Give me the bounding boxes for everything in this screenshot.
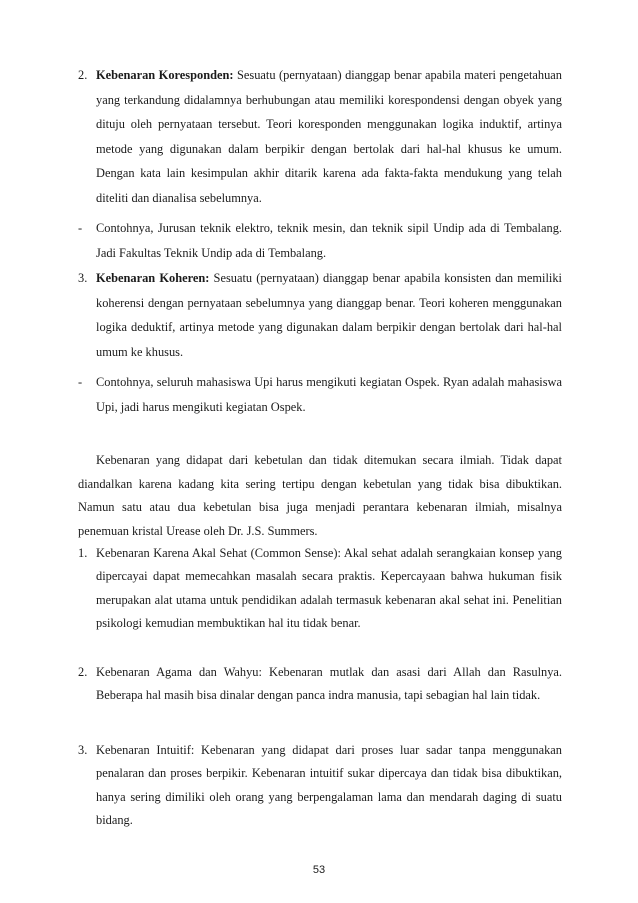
list-item-text: [96, 63, 562, 211]
list-marker: 2.: [78, 665, 88, 679]
list-item-agama-wahyu: [78, 661, 562, 708]
item-body: Contohnya, Jurusan teknik elektro, teknik mesin, dan teknik sipil Undip ada di Tembalang. Jadi Fakultas Teknik Undip ada di Tembalang.: [96, 221, 562, 260]
list-marker: 1.: [78, 546, 88, 560]
list-marker: 3.: [78, 271, 88, 285]
bullet-dash: -: [78, 375, 83, 389]
list-marker: 3.: [78, 743, 88, 757]
page-number: 53: [312, 864, 326, 876]
list-item-akal-sehat: [78, 542, 562, 635]
list-item-koheren: [78, 266, 562, 364]
paragraph-text: Kebenaran yang didapat dari kebetulan dan tidak ditemukan secara ilmiah. Tidak dapat diandalkan karena kadang kita sering tertipu dengan kebetulan yang tidak bisa dibuktikan. Namun satu atau dua kebetulan bisa juga menjadi perantara kebenaran ilmiah, misalnya penemuan kristal Urease oleh Dr. J.S. Summers.: [78, 453, 562, 538]
item-body: Contohnya, seluruh mahasiswa Upi harus mengikuti kegiatan Ospek. Ryan adalah mahasiswa Upi, jadi harus mengikuti kegiatan Ospek.: [96, 375, 562, 414]
list-item-example-koheren: [78, 370, 562, 419]
list-item-text: [96, 266, 562, 364]
list-item-text: Kebenaran Agama dan Wahyu: Kebenaran mutlak dan asasi dari Allah dan Rasulnya. Beberapa hal masih bisa dinalar dengan panca indra manusia, tapi sebagian hal lain tidak.: [96, 665, 562, 703]
list-item-text: [96, 216, 562, 265]
item-body: Sesuatu (pernyataan) dianggap benar apabila materi pengetahuan yang terkandung didalamnya berhubungan atau memiliki korespondensi dengan obyek yang dituju oleh pernyataan tersebut. Teori koresponden menggunakan logika induktif, artinya metode yang digunakan dalam berpikir dengan bertolak dari hal-hal khusus ke umum. Dengan kata lain kesimpulan akhir ditarik karena ada fakta-fakta mendukung yang telah diteliti dan dianalisa sebelumnya.: [96, 68, 562, 205]
list-item-koresponden: [78, 63, 562, 211]
list-item-example-koresponden: [78, 216, 562, 265]
list-item-text: [96, 370, 562, 419]
item-title: Kebenaran Koheren:: [96, 271, 210, 285]
item-body: Sesuatu (pernyataan) dianggap benar apabila konsisten dan memiliki koherensi dengan pernyataan sebelumnya yang dianggap benar. Teori koheren menggunakan logika deduktif, artinya metode yang digunakan dalam berpikir dengan bertolak dari hal-hal umum ke khusus.: [96, 271, 562, 359]
list-item-text: Kebenaran Karena Akal Sehat (Common Sense): Akal sehat adalah serangkaian konsep yang dipercayai dapat memecahkan masalah secara praktis. Kepercayaan bahwa hukuman fisik merupakan alat utama untuk pendidikan adalah termasuk kebenaran akal sehat ini. Penelitian psikologi kemudian membuktikan hal itu tidak benar.: [96, 546, 562, 630]
item-title: Kebenaran Koresponden:: [96, 68, 234, 82]
body-paragraph: [78, 449, 562, 543]
list-marker: 2.: [78, 68, 88, 82]
list-item-intuitif: [78, 739, 562, 832]
bullet-dash: -: [78, 221, 83, 235]
list-item-text: Kebenaran Intuitif: Kebenaran yang didapat dari proses luar sadar tanpa menggunakan penalaran dan proses berpikir. Kebenaran intuitif sukar dipercaya dan tidak bisa dibuktikan, hanya sering dimiliki oleh orang yang berpengalaman lama dan mendarah daging di suatu bidang.: [96, 743, 562, 827]
